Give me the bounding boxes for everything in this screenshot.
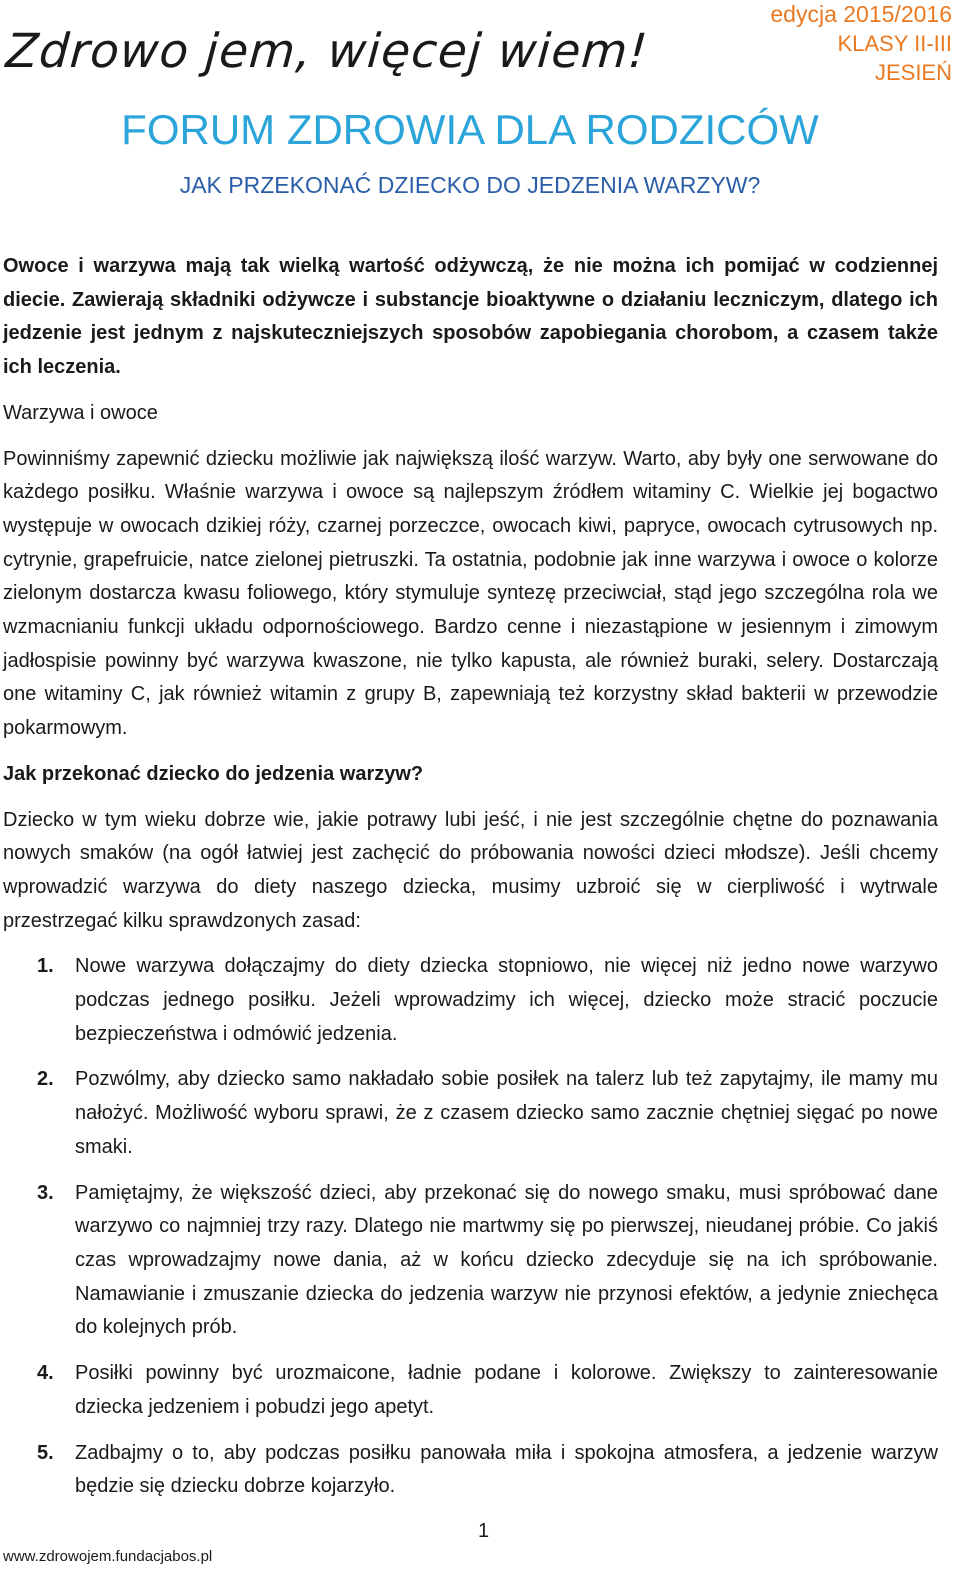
list-item-number: 3. <box>37 1181 54 1204</box>
intro-paragraph: Owoce i warzywa mają tak wielką wartość odżywczą, że nie można ich pomijać w codziennej diecie. Zawierają składniki odżywcze i substancje bioaktywne o działaniu leczniczym, dlatego ich jedzenie jest jednym z najskuteczniejszych sposobów zapobiegania chorobom, a czasem także ich leczenia. <box>3 255 938 379</box>
footer-url-link[interactable]: www.zdrowojem.fundacjabos.pl <box>3 1548 213 1565</box>
list-item-text: Pozwólmy, aby dziecko samo nakładało sobie posiłek na talerz lub też zapytajmy, ile mamy mu nałożyć. Możliwość wyboru sprawi, że z czasem dziecko samo zacznie chętniej sięgać po nowe smaki. <box>75 1068 938 1158</box>
forum-title: FORUM ZDROWIA DLA RODZICÓW <box>121 106 819 153</box>
list-item-number: 2. <box>37 1068 54 1091</box>
section-body-vegetables-fruits: Powinniśmy zapewnić dziecku możliwie jak największą ilość warzyw. Warto, aby były one serwowane do każdego posiłku. Właśnie warzywa i owoce są najlepszym źródłem witaminy C. Wielkie jej bogactwo występuje w owocach dzikiej róży, czarnej porzeczce, owocach kiwi, papryce, owocach cytrusowych np. cytrynie, grapefruicie, natce zielonej pietruszki. Ta ostatnia, podobnie jak inne warzywa i owoce o kolorze zielonym dostarcza kwasu foliowego, który stymuluje syntezę przeciwciał, stąd jego szczególna rola we wzmacnianiu funkcji układu odpornościowego. Bardzo cenne i niezastąpione w jesiennym i zimowym jadłospisie powinny być warzywa kwaszone, nie tylko kapusta, ale również buraki, selery. Dostarczają one witaminy C, jak również witamin z grupy B, zapewniają też korzystny skład bakterii w przewodzie pokarmowym. <box>3 447 938 740</box>
list-item-number: 4. <box>37 1362 54 1385</box>
list-item <box>3 1437 938 1504</box>
list-item <box>3 1177 938 1346</box>
logo: Zdrowo jem, więcej wiem! <box>4 24 651 79</box>
list-item-text: Nowe warzywa dołączajmy do diety dziecka stopniowo, nie więcej niż jedno nowe warzywo podczas jednego posiłku. Jeżeli wprowadzimy ich więcej, dziecko może stracić poczucie bezpieczeństwa i odmówić jedzenia. <box>75 955 938 1045</box>
section-body-convince-child: Dziecko w tym wieku dobrze wie, jakie potrawy lubi jeść, i nie jest szczególnie chętne do poznawania nowych smaków (na ogół łatwiej jest zachęcić do próbowania nowości dzieci młodsze). Jeśli chcemy wprowadzić warzywa do diety naszego dziecka, musimy uzbroić się w cierpliwość i wytrwale przestrzegać kilku sprawdzonych zasad: <box>3 808 938 932</box>
rules-list <box>3 950 938 1504</box>
list-item <box>3 1063 938 1164</box>
list-item <box>3 950 938 1051</box>
list-item <box>3 1357 938 1424</box>
list-item-number: 1. <box>37 955 54 978</box>
edition-title: edycja 2015/2016 <box>770 1 952 27</box>
page-subtitle: JAK PRZEKONAĆ DZIECKO DO JEDZENIA WARZYW? <box>179 172 761 198</box>
edition-classes: KLASY II-III <box>837 31 952 56</box>
edition-badge <box>770 0 952 87</box>
article-content <box>3 250 938 1516</box>
list-item-number: 5. <box>37 1441 54 1464</box>
edition-season: JESIEŃ <box>874 60 952 85</box>
list-item-text: Zadbajmy o to, aby podczas posiłku panowała miła i spokojna atmosfera, a jedzenie warzyw będzie się dziecku dobrze kojarzyło. <box>75 1441 938 1498</box>
list-item-text: Pamiętajmy, że większość dzieci, aby przekonać się do nowego smaku, musi spróbować dane warzywo co najmniej trzy razy. Dlatego nie martwmy się po pierwszej, nieudanej próbie. Co jakiś czas wprowadzajmy nowe dania, aż w końcu dziecko zdecyduje się na ich spróbowanie. Namawianie i zmuszanie dziecka do jedzenia warzyw nie przynosi efektów, a jedynie zniechęca do kolejnych prób. <box>75 1181 938 1339</box>
list-item-text: Posiłki powinny być urozmaicone, ładnie podane i kolorowe. Zwiększy to zainteresowanie dziecka jedzeniem i pobudzi jego apetyt. <box>75 1362 938 1418</box>
section-heading-convince-child: Jak przekonać dziecko do jedzenia warzyw? <box>3 762 424 785</box>
section-heading-vegetables-fruits: Warzywa i owoce <box>3 401 158 424</box>
page-number: 1 <box>478 1520 490 1542</box>
